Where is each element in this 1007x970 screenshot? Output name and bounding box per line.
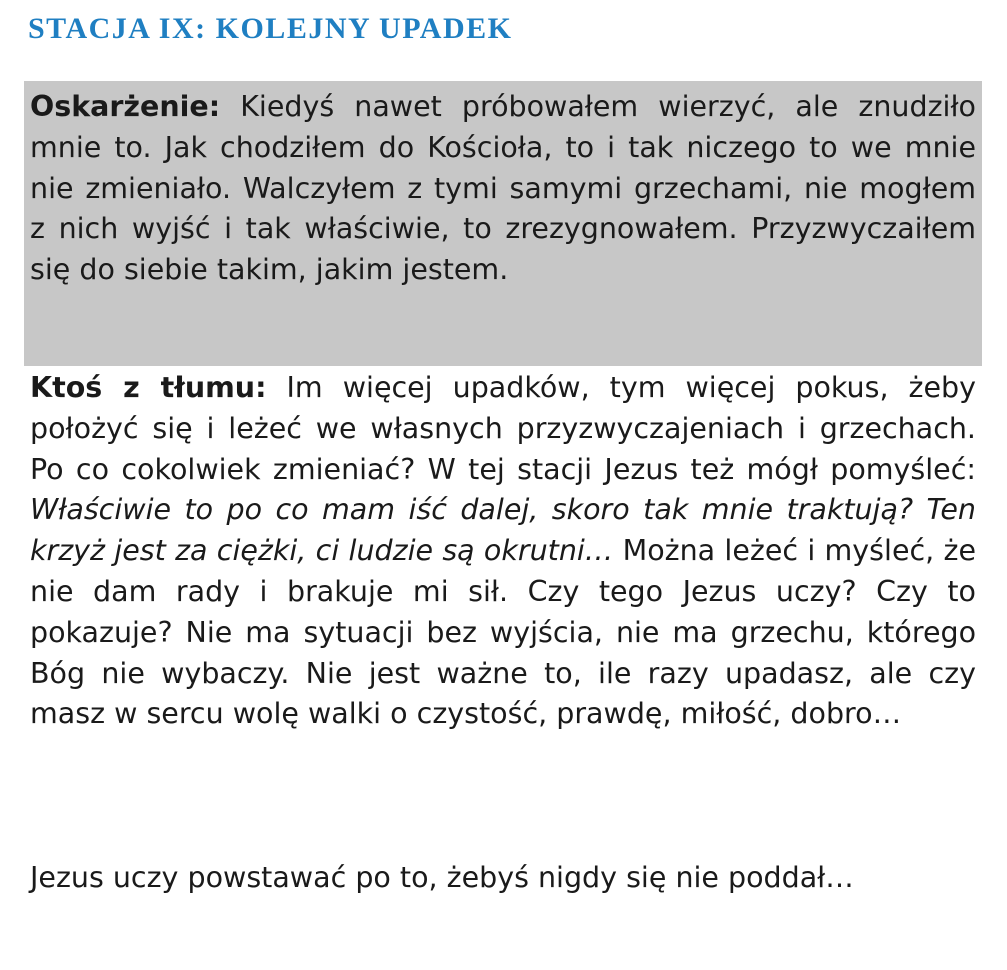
station-title: STACJA IX: KOLEJNY UPADEK: [28, 12, 513, 45]
accusation-text: Kiedyś nawet próbowałem wierzyć, ale znudziło mnie to. Jak chodziłem do Kościoła, to i tak niczego to we mnie nie zmieniało. Walczyłem z tymi samymi grzechami, nie mogłem z nich wyjść i tak właściwie, to zrezygnowałem. Przyzwyczaiłem się do siebie takim, jakim jestem.: [30, 90, 976, 287]
crowd-text-before: Im więcej upadków, tym więcej pokus, żeby położyć się i leżeć we własnych przyzwyczajeniach i grzechach. Po co cokolwiek zmieniać? W tej stacji Jezus też mógł pomyśleć:: [30, 371, 977, 486]
crowd-text-after: Można leżeć i myśleć, że nie dam rady i brakuje mi sił. Czy tego Jezus uczy? Czy to pokazuje? Nie ma sytuacji bez wyjścia, nie ma grzechu, którego Bóg nie wybaczy. Nie jest ważne to, ile razy upadasz, ale czy masz w sercu wolę walki o czystość, prawdę, miłość, dobro…: [30, 534, 976, 731]
crowd-paragraph: [30, 368, 976, 735]
closing-text: Jezus uczy powstawać po to, żebyś nigdy się nie poddał…: [30, 861, 854, 894]
jesus-thought-quote: Właściwie to po co mam iść dalej, skoro tak mnie traktują? Ten krzyż jest za ciężki, ci ludzie są okrutni…: [30, 493, 976, 568]
accusation-label: Oskarżenie:: [30, 90, 221, 123]
closing-paragraph: [30, 858, 976, 899]
crowd-label: Ktoś z tłumu:: [30, 371, 267, 404]
accusation-box: [24, 81, 982, 366]
